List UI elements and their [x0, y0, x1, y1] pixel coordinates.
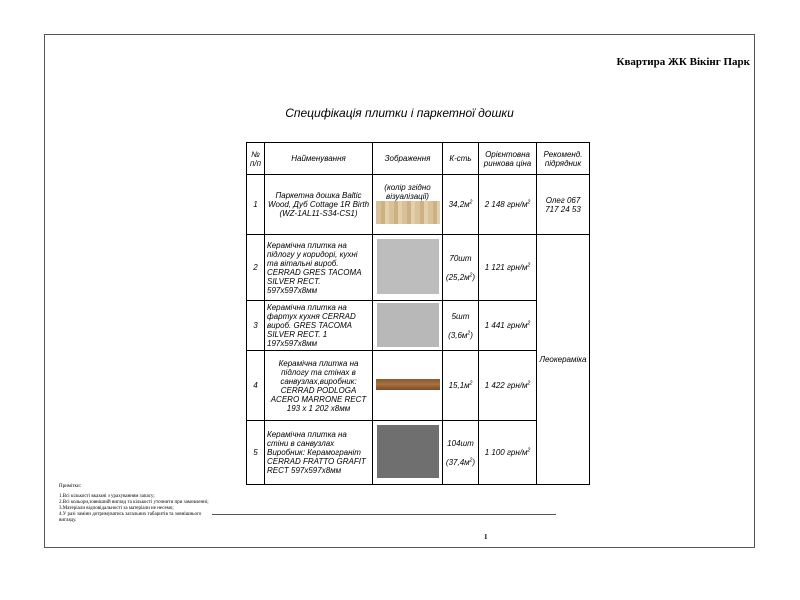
row-image [373, 235, 443, 301]
row-name: Керамічна плитка на стіни в санвузлах Виробник: Керамограніт CERRAD FRATTO GRAFIT RECT 597х597х8мм [265, 421, 373, 485]
table-row [247, 235, 590, 301]
note-item: 2.Всі кольори,зовнішній вигляд та кількості уточнити при замовленні; [59, 500, 209, 505]
wood-tile-swatch [376, 379, 440, 390]
row-qty: $15,1м^2$ [443, 351, 479, 421]
row-name: Паркетна дошка Baltic Wood, Дуб Cottage 1R Birth (WZ-1AL11-S34-CS1) [265, 175, 373, 235]
note-item: 4.У разі заміни дотримуватись загальних габаритів та зовнішнього вигляду. [59, 512, 202, 523]
tile-swatch [377, 425, 439, 478]
merged-contractor: Леокераміка [537, 235, 590, 485]
row-qty: 104шт $(37,4м^2)$ [443, 421, 479, 485]
row-image [373, 351, 443, 421]
header-price: Орієнтовна ринкова ціна [479, 143, 537, 175]
row-image [373, 421, 443, 485]
row-price: 1 441 грн/$м^2$ [479, 301, 537, 351]
row-price: 1 100 грн/$м^2$ [479, 421, 537, 485]
page-number: 1 [484, 533, 488, 541]
row-qty: 70шт $(25,2м^2)$ [443, 235, 479, 301]
header-qty: К-сть [443, 143, 479, 175]
table-row [247, 175, 590, 235]
row-num: 5 [247, 421, 265, 485]
row-image [373, 301, 443, 351]
row-name: Керамічна плитка на фартух кухня CERRAD вироб. GRES TACOMA SILVER RECT. 1 197х597х8мм [265, 301, 373, 351]
row-num: 2 [247, 235, 265, 301]
note-item: 3.Матеріали відповідальності за матеріали не несемо; [59, 506, 174, 511]
image-note: (колір згідно візуалізації) [384, 183, 431, 201]
row-num: 3 [247, 301, 265, 351]
row-contractor: Олег 067 717 24 53 [537, 175, 590, 235]
note-item: 1.Всі кількості вказані з урахуванням запасу; [59, 494, 155, 499]
specification-title: Специфікація плитки і паркетної дошки [285, 106, 514, 120]
row-name: Керамічна плитка на підлогу у коридорі, кухні та вітальні вироб. CERRAD GRES TACOMA SILVER RECT. 597х597х8мм [265, 235, 373, 301]
table-header-row [247, 143, 590, 175]
header-num: № п/п [247, 143, 265, 175]
header-image: Зображення [373, 143, 443, 175]
notes-block [59, 484, 209, 524]
row-name: Керамічна плитка на підлогу та стінах в санвузлах,виробник: CERRAD PODLOGA ACERO MARRONE RECT 193 x 1 202 x8мм [265, 351, 373, 421]
wood-swatch [376, 201, 440, 224]
header-name: Найменування [265, 143, 373, 175]
row-price: 2 148 грн/$м^2$ [479, 175, 537, 235]
row-price: 1 422 грн/$м^2$ [479, 351, 537, 421]
notes-title: Примітки: [59, 484, 82, 489]
specification-table [246, 142, 590, 485]
header-contractor: Рекоменд. підрядник [537, 143, 590, 175]
row-num: 1 [247, 175, 265, 235]
project-title: Квартира ЖК Вікінг Парк [616, 56, 750, 68]
row-qty: $34,2м^2$ [443, 175, 479, 235]
tile-swatch [377, 239, 439, 294]
drawing-sheet [44, 34, 755, 548]
bottom-rule [212, 514, 556, 515]
tile-swatch [377, 303, 439, 347]
row-qty: 5шт $(3,6м^2)$ [443, 301, 479, 351]
row-num: 4 [247, 351, 265, 421]
row-image [373, 175, 443, 235]
row-price: 1 121 грн/$м^2$ [479, 235, 537, 301]
